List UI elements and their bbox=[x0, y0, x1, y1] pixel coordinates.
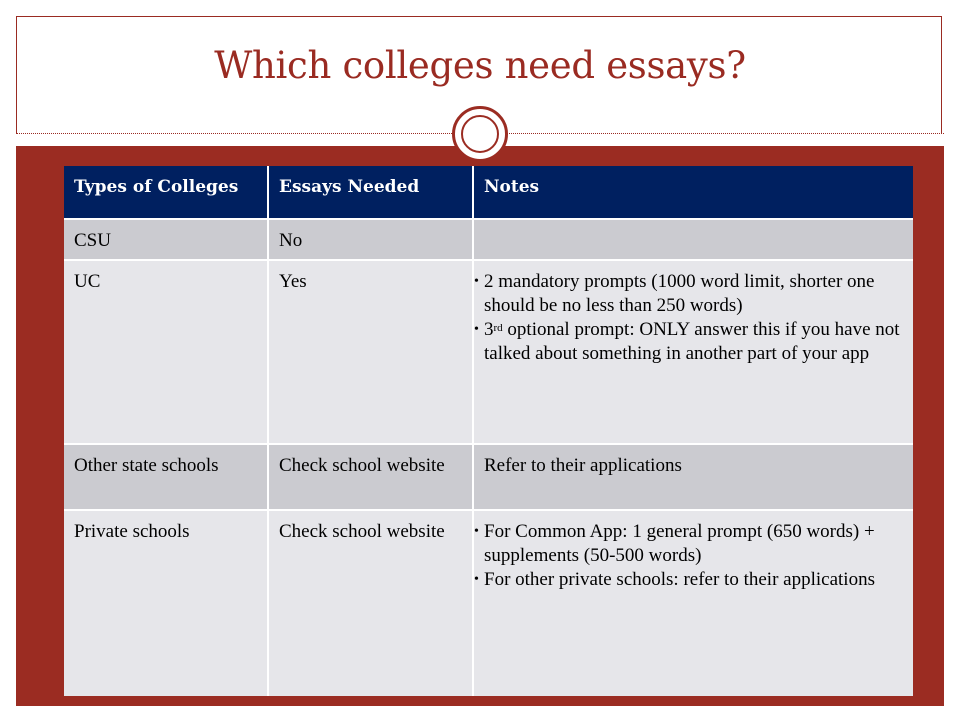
note-text-pre: 3 bbox=[484, 319, 494, 340]
cell-notes bbox=[473, 260, 913, 444]
inner-circle-icon bbox=[461, 115, 499, 153]
cell-notes bbox=[473, 510, 913, 696]
note-bullet bbox=[474, 270, 903, 318]
note-bullet bbox=[474, 318, 903, 366]
bullet-icon: • bbox=[474, 524, 479, 539]
bullet-icon: • bbox=[474, 572, 479, 587]
header-notes: Notes bbox=[473, 166, 913, 219]
cell-type: UC bbox=[64, 260, 268, 444]
cell-notes bbox=[473, 219, 913, 260]
bullet-icon: • bbox=[474, 274, 479, 289]
table-row bbox=[64, 260, 913, 444]
circle-ornament-icon bbox=[452, 106, 508, 162]
cell-essays: Yes bbox=[268, 260, 473, 444]
cell-type: Other state schools bbox=[64, 444, 268, 510]
cell-essays: Check school website bbox=[268, 444, 473, 510]
note-text: 2 mandatory prompts (1000 word limit, shorter one should be no less than 250 words) bbox=[484, 271, 875, 316]
cell-type: Private schools bbox=[64, 510, 268, 696]
note-text: For other private schools: refer to their applications bbox=[484, 569, 875, 590]
colleges-table bbox=[64, 166, 913, 696]
table-row bbox=[64, 219, 913, 260]
note-bullet bbox=[474, 568, 903, 592]
table-row bbox=[64, 510, 913, 696]
cell-essays: Check school website bbox=[268, 510, 473, 696]
cell-essays: No bbox=[268, 219, 473, 260]
cell-type: CSU bbox=[64, 219, 268, 260]
header-essays: Essays Needed bbox=[268, 166, 473, 219]
cell-notes: Refer to their applications bbox=[473, 444, 913, 510]
note-bullet bbox=[474, 520, 903, 568]
header-types: Types of Colleges bbox=[64, 166, 268, 219]
note-text: For Common App: 1 general prompt (650 words) + supplements (50-500 words) bbox=[484, 521, 875, 566]
table-row bbox=[64, 444, 913, 510]
table-header-row bbox=[64, 166, 913, 219]
bullet-icon: • bbox=[474, 322, 479, 337]
slide-title: Which colleges need essays? bbox=[214, 44, 746, 87]
note-text-sup: rd bbox=[493, 322, 503, 334]
note-text-post: optional prompt: ONLY answer this if you have not talked about something in another part of your app bbox=[484, 319, 900, 364]
